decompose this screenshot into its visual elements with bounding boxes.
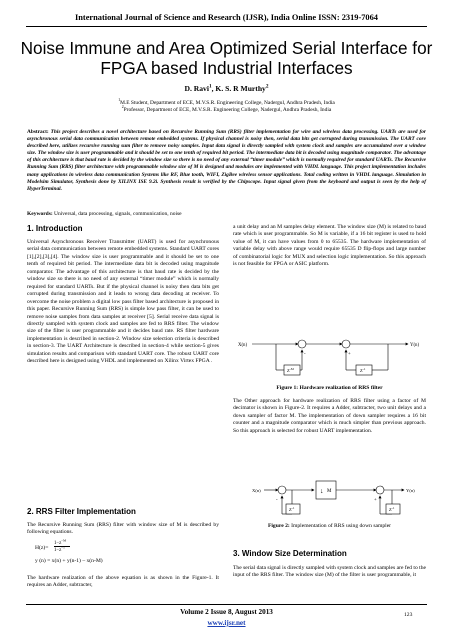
fig1-zm-sup: -M xyxy=(289,367,294,372)
eq1-num-base: 1−z xyxy=(54,541,62,546)
fig1-subtractor xyxy=(298,340,306,348)
fig1-adder xyxy=(342,340,350,348)
footer-rule xyxy=(26,604,427,605)
fig1-output-label: Y(n) xyxy=(410,343,420,348)
fig2-input-label: X(n) xyxy=(252,488,261,493)
fig2-plus-sign: + xyxy=(374,498,377,503)
section-2-text: The Recursive Running Sum (RRS) filter with window size of M is described by following equations. xyxy=(27,522,219,536)
column-2-paragraph-1: a unit delay and an M samples delay element. The window size (M) is related to baud rate which is user programmable. So M is variable, if a 16 bit register is used to hold value of M, it can have values from 0 to 65535. The hardware implementation of variable delay with above range would require 65535 D flip-flops and large number of combinatorial logic for MUX and selection logic implementation. So this approach is not feasible for FPGA or ASIC platform. xyxy=(233,224,426,268)
author-2-sup: 2 xyxy=(265,83,269,90)
journal-header: International Journal of Science and Research (IJSR), India Online ISSN: 2319-7064 xyxy=(75,13,378,22)
figure-1-caption: Figure 1: Hardware realization of RRS filter xyxy=(276,385,383,391)
column-2-paragraph-2: The Other approach for hardware realization of RRS filter using a factor of M decimator is shown in Figure-2. It requires a Adder, subtracter, two unit delays and a down sampler of factor M. The implementation of down sampler requires a 16 bit counter and a magnitude comparator which is much simpler than previous approach. So this approach is selected for robust UART implementation. xyxy=(233,398,426,434)
fig2-subtractor xyxy=(278,486,286,494)
author-1: D. Ravi xyxy=(184,84,209,93)
paper-title: Noise Immune and Area Optimized Serial Interface for FPGA based Industrial Interfaces xyxy=(20,38,433,78)
abstract-label: Abstract: xyxy=(27,129,49,135)
affiliations xyxy=(0,100,453,115)
affiliation-1-sup: 1 xyxy=(118,98,121,103)
section-2-heading: 2. RRS Filter Implementation xyxy=(27,507,136,516)
fig1-minus-sign: - xyxy=(304,352,306,357)
eq1-num-sup: −M xyxy=(61,538,67,543)
affiliation-2-text: Professor, Department of ECE, M.V.S.R. Engineering College, Nadergul, Andhra Pradesh, India xyxy=(123,107,332,114)
eq1-den-sup: −1 xyxy=(61,545,65,550)
figure-1-diagram xyxy=(238,330,424,382)
author-2: K. S. R Murthy xyxy=(215,84,266,93)
fig2-minus-sign: - xyxy=(276,498,278,503)
author-separator: , xyxy=(211,84,216,93)
fig2-downsampler-box xyxy=(316,481,336,499)
fig1-z1-base: Z xyxy=(360,368,363,373)
abstract xyxy=(27,129,426,193)
fig1-wires xyxy=(252,344,408,370)
figure-2-caption-text: Implementation of RRS using down sampler xyxy=(289,523,392,529)
affiliation-1-text: M.E Student, Department of ECE, M.V.S.R. Engineering College, Nadergul, Andhra Pradesh, India xyxy=(120,100,335,106)
fig2-z1b-sup: -1 xyxy=(391,506,395,511)
keywords-label: Keywords: xyxy=(27,211,53,217)
fig2-downsampler-label: M xyxy=(327,489,332,494)
section-1-heading: 1. Introduction xyxy=(27,224,83,233)
fig1-zm-base: Z xyxy=(287,368,290,373)
figure-2-diagram xyxy=(252,470,418,522)
eq1-denominator xyxy=(54,547,65,554)
section-2-text-2: The hardware realization of the above equation is as shown in the Figure-1. It requires an Adder, subtracter, xyxy=(27,575,219,589)
keywords xyxy=(27,211,426,217)
equation-1 xyxy=(35,540,105,558)
fig2-downarrow-glyph: ↓ xyxy=(320,487,324,495)
fig2-z1b-base: Z xyxy=(389,507,392,512)
fig1-z1-sup: -1 xyxy=(362,367,366,372)
eq1-den-base: 1−z xyxy=(54,548,62,553)
eq1-lhs: H(z)= xyxy=(35,545,49,551)
authors xyxy=(0,84,453,93)
keywords-text: Universal, data processing, signals, communication, noise xyxy=(54,211,182,217)
fig1-input-label: X(n) xyxy=(238,343,248,348)
fig1-plus-sign: + xyxy=(348,352,351,357)
fig2-z1a-sup: -1 xyxy=(291,506,295,511)
section-3-text: The serial data signal is directly sampled with system clock and samples are fed to the input of the RRS filter. The window size (M) of the filter is user programmable, it xyxy=(233,565,426,579)
equation-2: y (n) = x(n) + y(n-1) – x(n-M) xyxy=(35,558,103,564)
figure-2-caption xyxy=(233,523,426,530)
header-rule xyxy=(26,26,427,27)
affiliation-2 xyxy=(0,107,453,114)
fig2-adder xyxy=(376,486,384,494)
footer-url[interactable]: www.ijsr.net xyxy=(207,619,246,627)
fig2-output-label: Y(n) xyxy=(406,488,415,493)
figure-2-caption-label: Figure 2: xyxy=(267,523,290,529)
affiliation-2-sup: 2 xyxy=(121,105,124,110)
footer-volume: Volume 2 Issue 8, August 2013 xyxy=(180,608,273,616)
section-3-heading: 3. Window Size Determination xyxy=(233,549,347,558)
author-1-sup: 1 xyxy=(208,83,212,90)
fig2-z1a-base: Z xyxy=(289,507,292,512)
abstract-text: This project describes a novel architecture based on Recursive Running Sum (RRS) filter implementation for wire and wireless data processing. UARTs are used for asynchronous serial data communication between remote embedded systems. If physical channel is noisy then, serial data bits get corrupted during transmission. The UART core described here, utilizes recursive running sum filter to remove noisy samples. Input data signal is directly sampled with system clock and samples are accumulated over a window size. The window size is user programmable and it should be set to one tenth of required bit period. The intermediate data bit is decoded using magnitude comparator. The advantage of this architecture is that baud rate is decided by the window size so there is no need of any external “timer module” which is normally required for standard UARTs. The Recursive Running Sum (RRS) filter architecture with programmable window size of M is designed and modules are implemented with VHDL language. This project implementation includes many applications in wireless data communication Systems like RF, Blue tooth, WIFI, ZigBee wireless sensor applications. Total coding written in VHDL language. Simulation in Modelsim Simulator, Synthesis done by XILINX ISE 9.2i. Synthesis result is verified by the Chipscope. Input signal given from the keyboard and output is seen by the help of HyperTerminal. xyxy=(27,129,427,192)
page-number: 123 xyxy=(404,612,413,618)
section-1-text: Universal Asynchronous Receiver Transmitter (UART) is used for asynchronous serial data communication between remote embedded systems. Standard UART cores [1],[2],[3],[4]. The window size is user programmable and it should be set to one tenth of required bit period. The intermediate data bit is decoded using magnitude comparator. The advantage of this architecture is that baud rate is decided by the window size so there is no need of any external “timer module” which is normally required for standard UARTs. But if the physical channel is noisy then data bits get corrupted during transmission and it leads to wrong data decoding at receiver. To overcome the noise problem a digital low pass filter based architecture is proposed in this paper. Recursive Running Sum (RRS) is simple low pass filter, it can be used to remove noise samples from data samples at receiver [5]. Serial receive data signal is directly sampled with system clock and samples are fed to RRS filter. The window size of the filter is user programmable and it decides baud rate. RS filter hardware implementation is described in section-2. Window size selection criteria is described in section-3. The UART Architecture is described in section-4 while section-5 gives simulation results and comparison with standard UART core. The robust UART core described here is designed using VHDL and implemented on Xilinx Virtex FPGA . xyxy=(27,239,219,365)
